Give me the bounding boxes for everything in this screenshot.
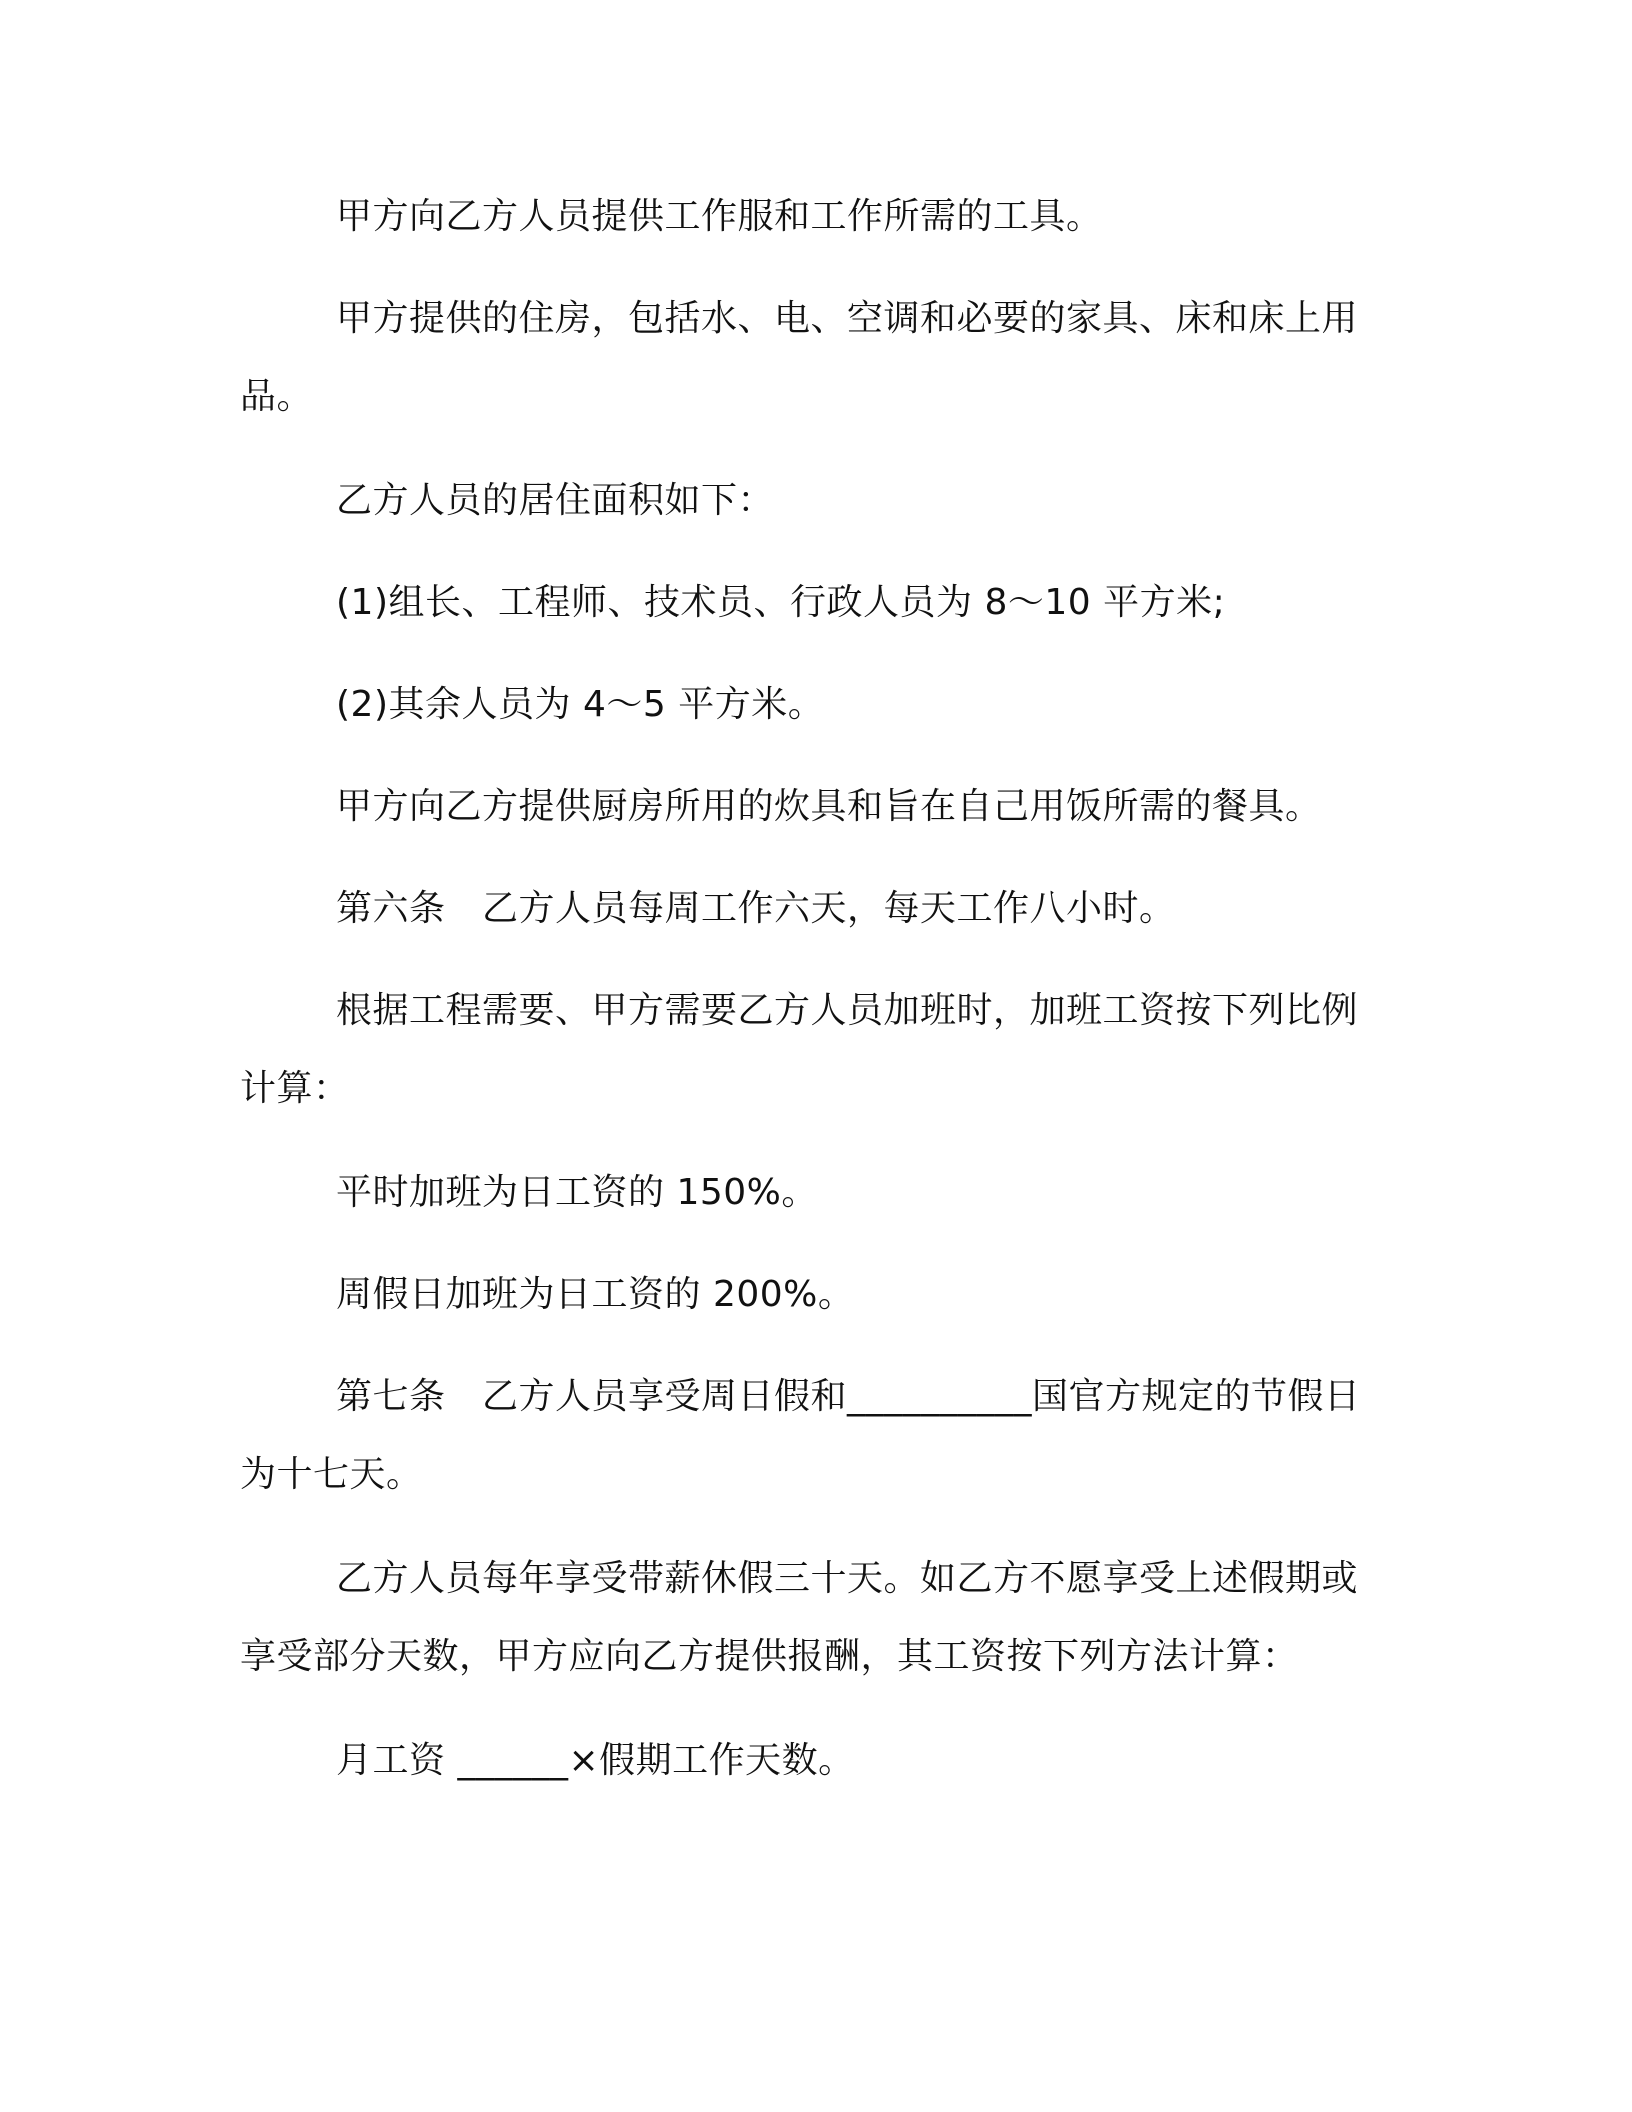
paragraph-living-area: 乙方人员的居住面积如下： [336, 480, 775, 521]
paragraph-overtime: 根据工程需要、甲方需要乙方人员加班时，加班工资按下列比例计算： [240, 990, 1359, 1109]
paragraph-overtime-weekday: 平时加班为日工资的 150%。 [336, 1172, 818, 1213]
paragraph-article-seven: 第七条 乙方人员享受周日假和__________国官方规定的节假日为十七天。 [240, 1376, 1361, 1495]
paragraph-paid-leave: 乙方人员每年享受带薪休假三十天。如乙方不愿享受上述假期或享受部分天数，甲方应向乙方提供报酬，其工资按下列方法计算： [240, 1558, 1359, 1677]
paragraph-workwear: 甲方向乙方人员提供工作服和工作所需的工具。 [336, 196, 1103, 237]
paragraph-kitchenware: 甲方向乙方提供厨房所用的炊具和旨在自己用饭所需的餐具。 [336, 786, 1322, 827]
paragraph-area-item-1: (1)组长、工程师、技术员、行政人员为 8～10 平方米; [336, 582, 1226, 623]
paragraph-salary-formula: 月工资 ______×假期工作天数。 [336, 1740, 855, 1781]
paragraph-area-item-2: (2)其余人员为 4～5 平方米。 [336, 684, 825, 725]
paragraph-housing: 甲方提供的住房，包括水、电、空调和必要的家具、床和床上用品。 [240, 298, 1359, 417]
paragraph-article-six: 第六条 乙方人员每周工作六天，每天工作八小时。 [336, 888, 1176, 929]
paragraph-overtime-holiday: 周假日加班为日工资的 200%。 [336, 1274, 855, 1315]
